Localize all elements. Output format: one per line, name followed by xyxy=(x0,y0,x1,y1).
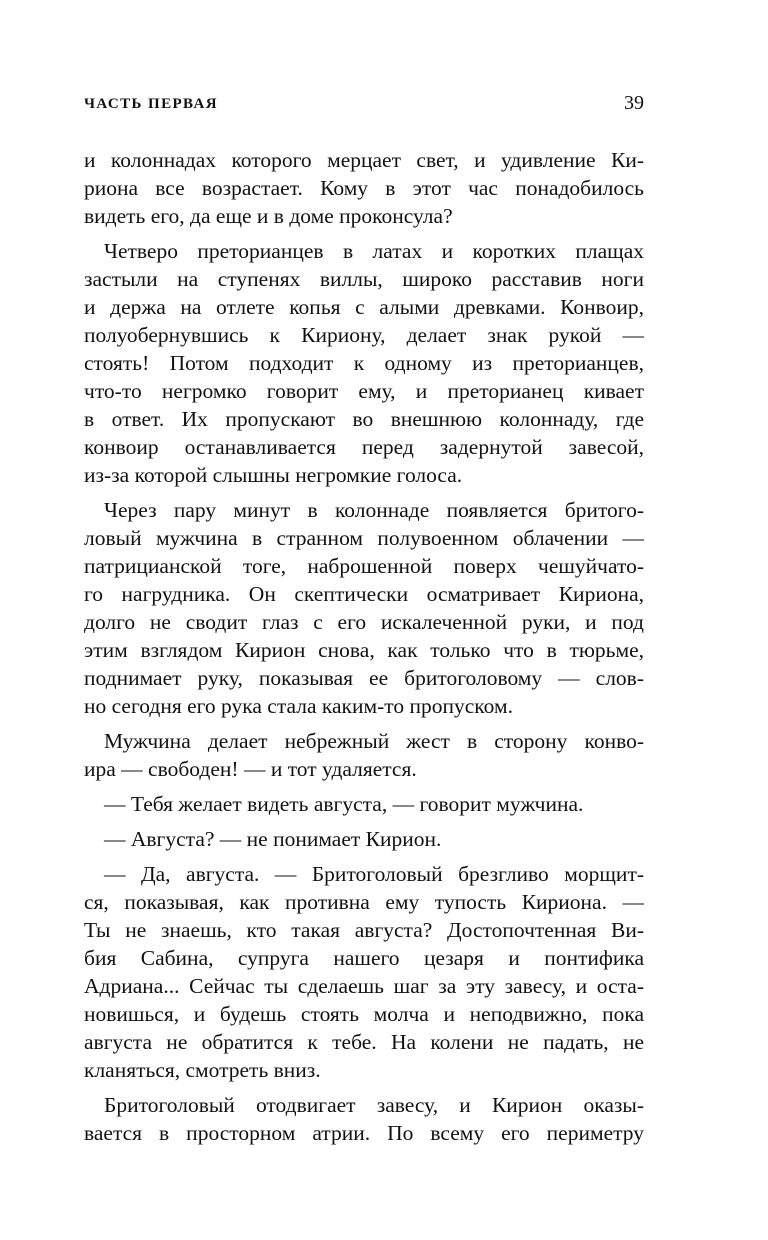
dialogue-line: — Тебя желает видеть августа, — говорит мужчина. xyxy=(104,792,584,816)
text-line: риона все возрастает. Кому в этот час понадобилось xyxy=(84,176,644,200)
text-line: конвоир останавливается перед задернутой завесой, xyxy=(84,435,644,459)
text-line: что-то негромко говорит ему, и преторианец кивает xyxy=(84,379,644,403)
text-line: го нагрудника. Он скептически осматривает Кириона, xyxy=(84,582,644,606)
text-line: Четверо преторианцев в латах и коротких плащах xyxy=(104,239,644,263)
body-text xyxy=(84,146,644,1147)
text-line: ся, показывая, как противна ему тупость Кириона. — xyxy=(84,890,644,914)
running-head: ЧАСТЬ ПЕРВАЯ xyxy=(84,96,218,112)
text-line: поднимает руку, показывая ее бритоголовому — слов- xyxy=(84,666,644,690)
text-line: этим взглядом Кирион снова, как только что в тюрьме, xyxy=(84,638,644,662)
text-line: новишься, и будешь стоять молча и неподвижно, пока xyxy=(84,1002,644,1026)
text-line: полуобернувшись к Кириону, делает знак рукой — xyxy=(84,323,644,347)
text-line: и держа на отлете копья с алыми древками. Конвоир, xyxy=(84,295,644,319)
text-line: Бритоголовый отодвигает завесу, и Кирион оказы- xyxy=(104,1093,644,1117)
text-line: вается в просторном атрии. По всему его периметру xyxy=(84,1121,644,1145)
text-line: ловый мужчина в странном полувоенном облачении — xyxy=(84,526,644,550)
dialogue-line: — Да, августа. — Бритоголовый брезгливо морщит- xyxy=(104,862,644,886)
text-line: стоять! Потом подходит к одному из преторианцев, xyxy=(84,351,644,375)
text-line: и колоннадах которого мерцает свет, и удивление Ки- xyxy=(84,148,644,172)
text-line: в ответ. Их пропускают во внешнюю колоннаду, где xyxy=(84,407,644,431)
text-line: из-за которой слышны негромкие голоса. xyxy=(84,463,463,487)
text-line: видеть его, да еще и в доме проконсула? xyxy=(84,204,453,228)
text-line: Через пару минут в колоннаде появляется бритого- xyxy=(104,498,644,522)
page-number: 39 xyxy=(624,92,644,114)
text-line: кланяться, смотреть вниз. xyxy=(84,1058,321,1082)
text-line: ира — свободен! — и тот удаляется. xyxy=(84,757,417,781)
dialogue-line: — Августа? — не понимает Кирион. xyxy=(104,827,442,851)
text-line: долго не сводит глаз с его искалеченной руки, и под xyxy=(84,610,644,634)
text-line: застыли на ступенях виллы, широко расставив ноги xyxy=(84,267,644,291)
text-line: августа не обратится к тебе. На колени не падать, не xyxy=(84,1030,644,1054)
text-line: Ты не знаешь, кто такая августа? Достопочтенная Ви- xyxy=(84,918,644,942)
text-line: патрицианской тоге, наброшенной поверх чешуйчато- xyxy=(84,554,644,578)
text-line: Адриана... Сейчас ты сделаешь шаг за эту завесу, и оста- xyxy=(84,974,644,998)
text-line: Мужчина делает небрежный жест в сторону конво- xyxy=(104,729,644,753)
text-line: бия Сабина, супруга нашего цезаря и понтифика xyxy=(84,946,644,970)
text-line: но сегодня его рука стала каким-то пропуском. xyxy=(84,694,513,718)
